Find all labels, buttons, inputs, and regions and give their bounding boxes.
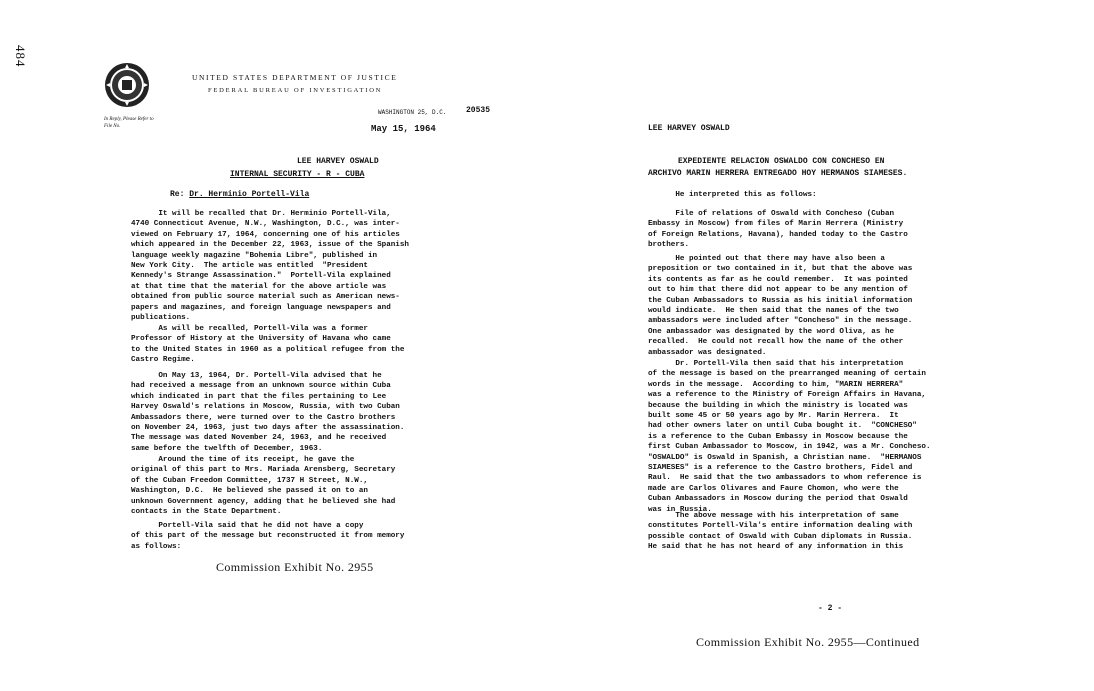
right-paragraph-5: The above message with his interpretation of same constitutes Portell-Vila's entire information dealing with possible contact of Oswald with Cuban diplomats in Russia. He said that he has not heard of any information in this bbox=[648, 512, 913, 552]
exhibit-caption: Commission Exhibit No. 2955 bbox=[216, 560, 374, 574]
page-number: 484 bbox=[13, 45, 28, 68]
dateline: WASHINGTON 25, D.C. bbox=[378, 109, 447, 116]
re-subject: Dr. Herminio Portell-Vila bbox=[189, 190, 310, 199]
reply-line-1: In Reply, Please Refer to bbox=[104, 117, 154, 122]
fbi-seal-icon bbox=[104, 62, 150, 108]
left-paragraph-1: It will be recalled that Dr. Herminio Portell-Vila, 4740 Connecticut Avenue, N.W., Washington, D.C., was inter- viewed on February 17, 1964, concerning one of his articles which appeared in the December 22, 1963, issue of the Spanish language weekly magazine "Bohemia Libre", published in New York City. The article was entitled "President Kennedy's Strange Assassination." Portell-Vila explained at that time that the material for the above article was obtained from public source material such as American news- papers and magazines, and foreign language newspapers and publications. bbox=[131, 210, 409, 323]
memo-date: May 15, 1964 bbox=[371, 124, 436, 134]
agency-line-2: FEDERAL BUREAU OF INVESTIGATION bbox=[208, 87, 383, 94]
right-title-line-2: ARCHIVO MARIN HERRERA ENTREGADO HOY HERMANOS SIAMESES. bbox=[648, 169, 908, 178]
re-line bbox=[170, 190, 309, 199]
left-paragraph-3: On May 13, 1964, Dr. Portell-Vila advised that he had received a message from an unknown source within Cuba which indicated in part that the files pertaining to Lee Harvey Oswald's relations in Moscow, Russia, with two Cuban Ambassadors there, were turned over to the Castro brothers on November 24, 1963, just two days after the assassination. The message was dated November 24, 1963, and he received same before the twelfth of December, 1963. bbox=[131, 372, 405, 453]
exhibit-caption-continued: Commission Exhibit No. 2955—Continued bbox=[696, 635, 920, 649]
left-paragraph-4: Around the time of its receipt, he gave the original of this part to Mrs. Mariada Arensberg, Secretary of the Cuban Freedom Committee, 1737 H Street, N.W., Washington, D.C. He believed she passed it on to an unknown Government agency, adding that he believed she had contacts in the State Department. bbox=[131, 456, 396, 517]
left-paragraph-2: As will be recalled, Portell-Vila was a former Professor of History at the University of Havana who came to the United States in 1960 as a political refugee from the Castro Regime. bbox=[131, 325, 405, 365]
page-footer-number: - 2 - bbox=[818, 604, 843, 613]
agency-line-1: UNITED STATES DEPARTMENT OF JUSTICE bbox=[192, 73, 398, 82]
right-header: LEE HARVEY OSWALD bbox=[648, 124, 730, 133]
reply-reference bbox=[104, 116, 154, 130]
re-prefix: Re: bbox=[170, 190, 185, 199]
zip-code: 20535 bbox=[466, 106, 491, 115]
memo-title: LEE HARVEY OSWALD bbox=[297, 157, 379, 166]
right-paragraph-3: He pointed out that there may have also been a preposition or two contained in it, but that the above was its contents as far as he could remember. It was pointed out to him that there did not appear to be any mention of the Cuban Ambassadors to Russia as his initial information would indicate. He then said that the names of the two ambassadors were included after "Concheso" in the message. One ambassador was designated by the word Oliva, as he recalled. He could not recall how the name of the other ambassador was designated. bbox=[648, 255, 913, 357]
right-title-line-1: EXPEDIENTE RELACION OSWALDO CON CONCHESO EN bbox=[678, 157, 885, 166]
memo-subtitle: INTERNAL SECURITY - R - CUBA bbox=[230, 170, 365, 179]
right-paragraph-2: File of relations of Oswald with Concheso (Cuban Embassy in Moscow) from files of Marin Herrera (Ministry of Foreign Relations, Havana), handed today to the Castro brothers. bbox=[648, 210, 908, 250]
reply-line-2: File No. bbox=[104, 124, 121, 129]
right-paragraph-1: He interpreted this as follows: bbox=[648, 191, 817, 199]
right-paragraph-4: Dr. Portell-Vila then said that his interpretation of the message is based on the prearranged meaning of certain words in the message. According to him, "MARIN HERRERA" was a reference to the Ministry of Foreign Affairs in Havana, because the building in which the ministry is located was built some 45 or 50 years ago by Mr. Marin Herrera. It had other owners later on until Cuba bought it. "CONCHESO" is a reference to the Cuban Embassy in Moscow because the first Cuban Ambassador to Moscow, in 1942, was a Mr. Concheso. "OSWALDO" is Oswald in Spanish, a Christian name. "HERMANOS SIAMESES" is a reference to the Castro brothers, Fidel and Raul. He said that the two ambassadors to whom reference is made are Carlos Olivares and Faure Chomon, who were the Cuban Ambassadors in Moscow during the period that Oswald was in Russia. bbox=[648, 360, 931, 514]
left-paragraph-5: Portell-Vila said that he did not have a copy of this part of the message but reconstructed it from memory as follows: bbox=[131, 522, 405, 551]
